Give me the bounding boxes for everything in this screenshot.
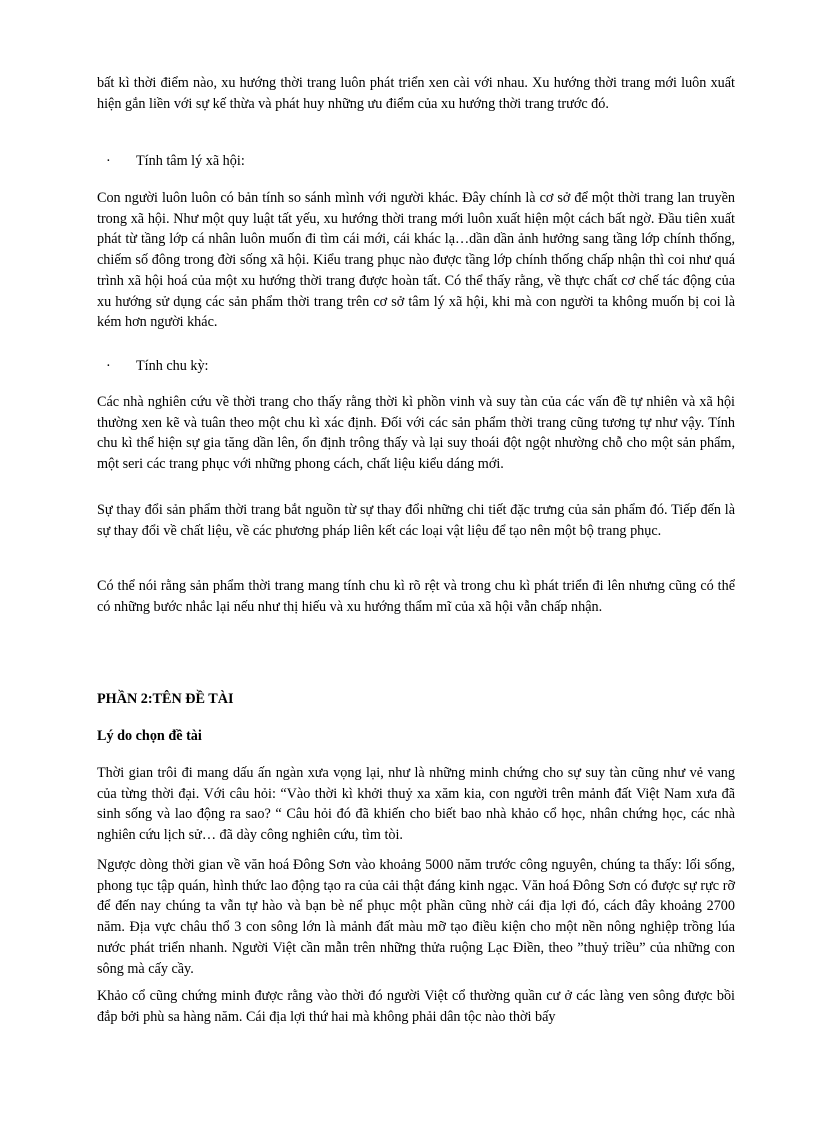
paragraph-cycle-conclusion: Có thể nói rằng sản phẩm thời trang mang tính chu kì rõ rệt và trong chu kì phát triển đi lên nhưng cũng có thể có những bước nhắc lại nếu như thị hiếu và xu hướng thẩm mĩ của xã hội vẫn chấp nhận. (97, 578, 735, 615)
paragraph-social-psychology: Con người luôn luôn có bản tính so sánh mình với người khác. Đây chính là cơ sở để một thời trang lan truyền trong xã hội. Như một quy luật tất yếu, xu hướng thời trang mới luôn xuất hiện một cách bất ngờ. Đầu tiên xuất phát từ tầng lớp cá nhân luôn muốn đi tìm cái mới, cái khác lạ…dần dần ảnh hưởng sang tầng lớp chính thống, chiếm số đông trong đời sống xã hội. Kiểu trang phục nào được tầng lớp chính thống chấp nhận thì coi như quá trình xã hội hoá của một xu hướng thời trang được hoàn tất. Có thể thấy rằng, về thực chất cơ chế tác động của xu hướng sử dụng các sản phẩm thời trang trên cơ sở tâm lý xã hội, khi mà con người ta không muốn bị coi là kém hơn người khác. (97, 190, 735, 331)
section-heading: Lý do chọn đề tài (97, 728, 202, 744)
part-heading: PHẦN 2:TÊN ĐỀ TÀI (97, 691, 234, 707)
paragraph-cycle-research: Các nhà nghiên cứu về thời trang cho thấy rằng thời kì phồn vinh và suy tàn của các vấn đề tự nhiên và xã hội thường xen kẽ và tuân theo một chu kì xác định. Đối với các sản phẩm thời trang cũng tương tự như vậy. Tính chu kì thể hiện sự gia tăng dần lên, ổn định trông thấy và lại suy thoái đột ngột nhường chỗ cho một sản phẩm, một seri các trang phục với những phong cách, chất liệu kiểu dáng mới. (97, 394, 735, 473)
paragraph-archaeology: Khảo cổ cũng chứng minh được rằng vào thời đó người Việt cổ thường quần cư ở các làng ven sông được bồi đắp bởi phù sa hàng năm. Cái địa lợi thứ hai mà không phải dân tộc nào thời bấy (97, 988, 735, 1025)
paragraph-product-change: Sự thay đổi sản phẩm thời trang bắt nguồn từ sự thay đổi những chi tiết đặc trưng của sản phẩm đó. Tiếp đến là sự thay đổi về chất liệu, về các phương pháp liên kết các loại vật liệu để tạo nên một bộ trang phục. (97, 502, 735, 539)
paragraph-history-question: Thời gian trôi đi mang dấu ấn ngàn xưa vọng lại, như là những minh chứng cho sự suy tàn cũng như vẻ vang của từng thời đại. Với câu hỏi: “Vào thời kì khởi thuỷ xa xăm kia, con người trên mảnh đất Việt Nam xưa đã sinh sống và lao động ra sao? “ Câu hỏi đó đã khiến cho biết bao nhà khảo cổ học, nhân chứng học, các nhà nghiên cứu lịch sử… đã dày công nghiên cứu, tìm tòi. (97, 765, 735, 844)
bullet-dot: · (106, 358, 111, 374)
bullet-psychosocial (97, 151, 735, 172)
bullet-label: Tính tâm lý xã hội: (136, 153, 245, 169)
bullet-dot: · (106, 153, 111, 169)
paragraph-fashion-trend-continuity: bất kì thời điểm nào, xu hướng thời trang luôn phát triển xen cài với nhau. Xu hướng thời trang mới luôn xuất hiện gắn liền với sự kế thừa và phát huy những ưu điểm của xu hướng thời trang trước đó. (97, 75, 735, 112)
bullet-cyclical (97, 356, 735, 377)
paragraph-dong-son-culture: Ngược dòng thời gian về văn hoá Đông Sơn vào khoảng 5000 năm trước công nguyên, chúng ta thấy: lối sống, phong tục tập quán, hình thức lao động tạo ra của cải thật đáng kinh ngạc. Văn hoá Đông Sơn có được sự rực rỡ để đến nay chúng ta vẫn tự hào và bạn bè nể phục một phần cũng nhờ cái địa lợi đó, cách đây khoảng 2700 năm. Địa vực châu thổ 3 con sông lớn là mảnh đất màu mỡ tạo điều kiện cho một nền nông nghiệp trồng lúa nước phát triển nhanh. Người Việt cần mẫn trên những thửa ruộng Lạc Điền, theo ”thuỷ triều” của những con sông mà cấy cầy. (97, 857, 735, 977)
bullet-label: Tính chu kỳ: (136, 358, 209, 374)
